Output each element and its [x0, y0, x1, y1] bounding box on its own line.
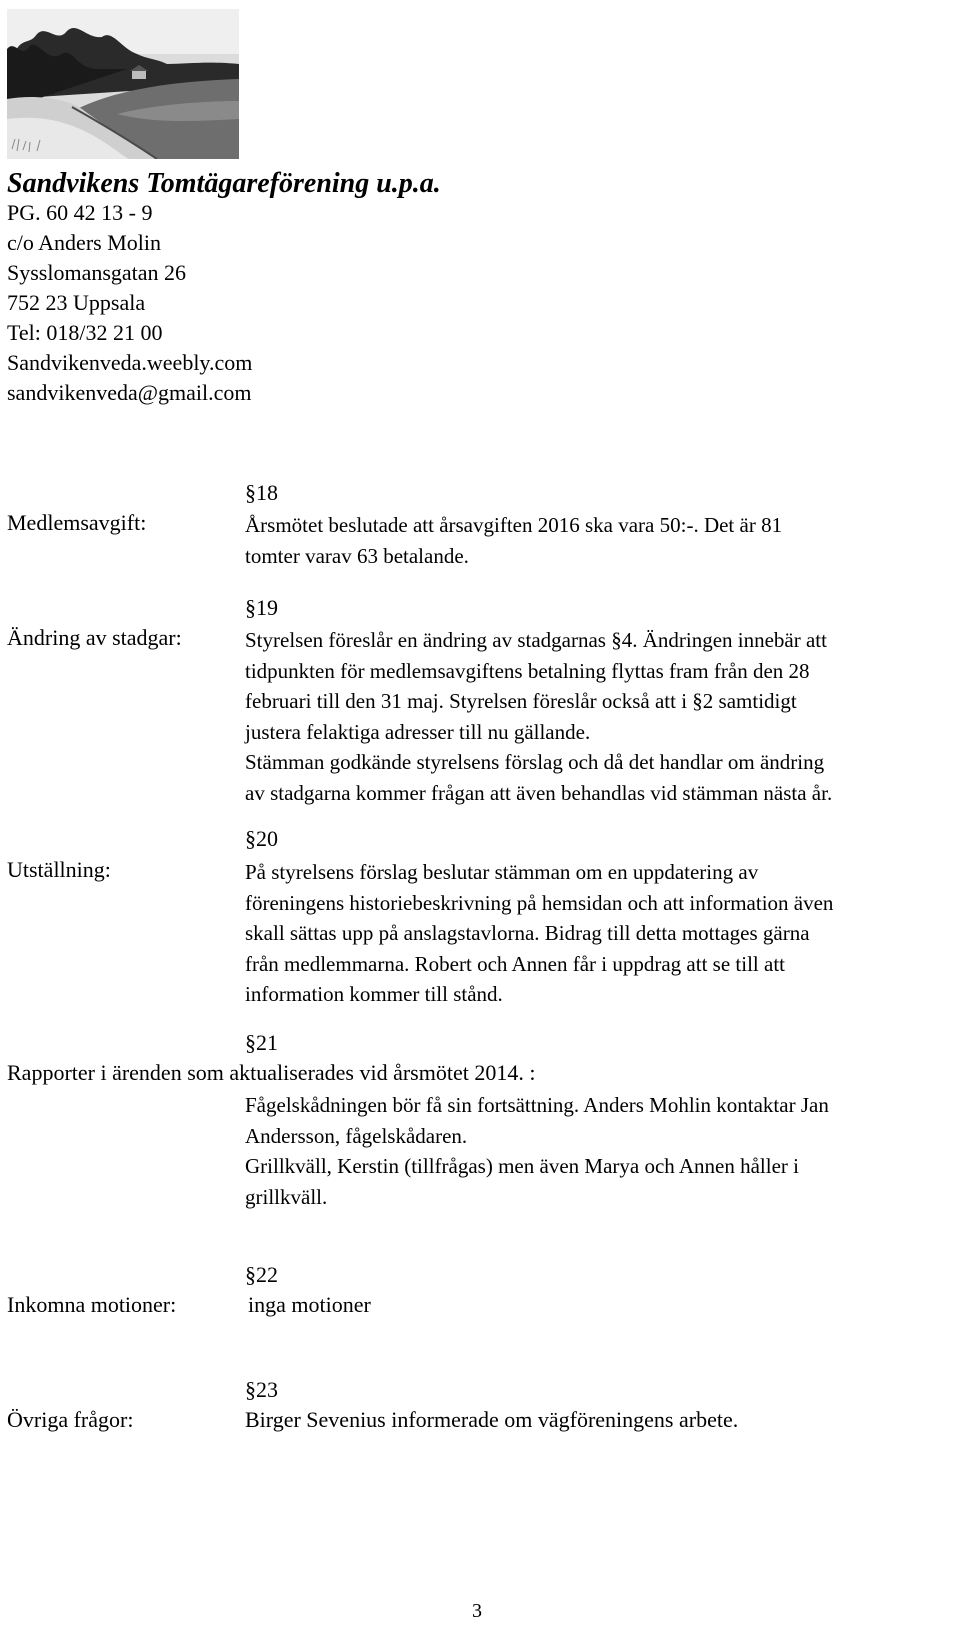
section-20-text	[245, 857, 957, 1010]
section-19-line: Stämman godkände styrelsens förslag och då det handlar om ändring	[245, 750, 825, 774]
section-23-label: Övriga frågor:	[7, 1407, 134, 1432]
section-18-line: tomter varav 63 betalande.	[245, 543, 469, 568]
section-23-number: §23	[245, 1377, 278, 1402]
section-21-text	[245, 1090, 957, 1212]
section-21-line: Fågelskådningen bör få sin fortsättning. Anders Mohlin kontaktar Jan	[245, 1093, 829, 1117]
section-18-label: Medlemsavgift:	[7, 510, 147, 535]
section-19-number: §19	[245, 595, 278, 620]
organization-name: Sandvikens Tomtägareförening u.p.a.	[7, 168, 441, 199]
section-18-text	[245, 510, 957, 571]
section-22-number: §22	[245, 1262, 278, 1287]
section-19-text	[245, 625, 957, 808]
section-18-number: §18	[245, 480, 278, 505]
section-20-line: föreningens historiebeskrivning på hemsidan och att information även	[245, 890, 834, 915]
section-20-line: På styrelsens förslag beslutar stämman om en uppdatering av	[245, 860, 759, 884]
section-18-line: Årsmötet beslutade att årsavgiften 2016 ska vara 50:-. Det är 81	[245, 513, 783, 537]
contact-line-phone: Tel: 018/32 21 00	[7, 320, 163, 345]
section-19-label: Ändring av stadgar:	[7, 625, 182, 650]
section-21-label: Rapporter i ärenden som aktualiserades vid årsmötet 2014. :	[7, 1060, 536, 1085]
section-21-line: Grillkväll, Kerstin (tillfrågas) men även Marya och Annen håller i	[245, 1154, 799, 1178]
section-20-number: §20	[245, 826, 278, 851]
beach-photo-icon	[7, 9, 239, 159]
contact-address-block	[7, 198, 252, 408]
header-photo	[7, 9, 239, 159]
section-19-line: februari till den 31 maj. Styrelsen föreslår också att i §2 samtidigt	[245, 689, 797, 713]
contact-line-pg: PG. 60 42 13 - 9	[7, 200, 153, 225]
section-20-line: information kommer till stånd.	[245, 982, 503, 1006]
section-21-line: Andersson, fågelskådaren.	[245, 1123, 468, 1148]
contact-line-website: Sandvikenveda.weebly.com	[7, 350, 253, 375]
contact-line-email: sandvikenveda@gmail.com	[7, 380, 252, 405]
section-19-line: Styrelsen föreslår en ändring av stadgarnas §4. Ändringen innebär att	[245, 628, 827, 652]
section-19-line: justera felaktiga adresser till nu gällande.	[245, 719, 591, 744]
section-20-line: från medlemmarna. Robert och Annen får i uppdrag att se till att	[245, 951, 785, 976]
section-20-label: Utställning:	[7, 857, 111, 882]
section-20-line: skall sättas upp på anslagstavlorna. Bidrag till detta mottages gärna	[245, 921, 810, 945]
page-number: 3	[472, 1600, 482, 1622]
section-21-number: §21	[245, 1030, 278, 1055]
contact-line-street: Sysslomansgatan 26	[7, 260, 187, 285]
section-23-text: Birger Sevenius informerade om vägföreningens arbete.	[245, 1407, 739, 1432]
section-22-label: Inkomna motioner:	[7, 1292, 177, 1317]
contact-line-postal: 752 23 Uppsala	[7, 290, 146, 315]
section-21-line: grillkväll.	[245, 1184, 328, 1209]
section-19-line: av stadgarna kommer frågan att även behandlas vid stämman nästa år.	[245, 780, 833, 805]
contact-line-co: c/o Anders Molin	[7, 230, 161, 255]
section-19-line: tidpunkten för medlemsavgiftens betalning flyttas fram från den 28	[245, 658, 810, 683]
section-22-text: inga motioner	[248, 1292, 371, 1317]
